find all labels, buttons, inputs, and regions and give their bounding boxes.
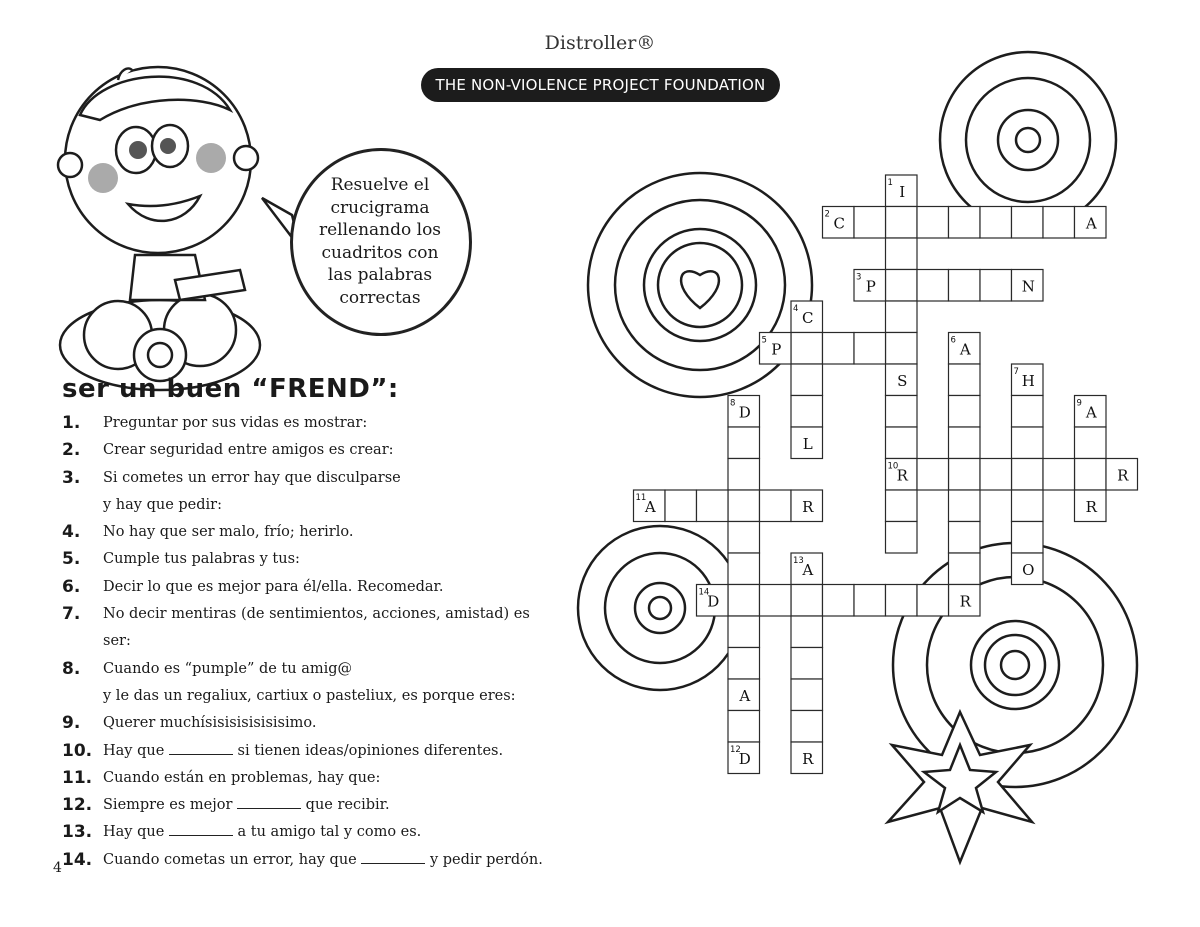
- clue-text: si tienen ideas/opiniones diferentes.: [232, 742, 504, 759]
- cell-letter: D: [707, 592, 720, 611]
- crossword-cell[interactable]: [1012, 522, 1044, 554]
- cell-letter: C: [802, 308, 814, 327]
- clue-text: No decir mentiras (de sentimientos, acciones, amistad) es ser:: [103, 606, 530, 650]
- clue-item: [62, 738, 562, 765]
- clue-text: Crear seguridad entre amigos es crear:: [103, 442, 394, 459]
- clue-item: [62, 519, 562, 546]
- crossword-cell[interactable]: [917, 270, 949, 302]
- crossword-cell[interactable]: [791, 333, 823, 365]
- bubble-line: las palabras: [327, 265, 433, 285]
- crossword-cell[interactable]: [791, 364, 823, 396]
- clue-text: y hay que pedir:: [103, 496, 222, 513]
- cell-letter: R: [896, 466, 908, 485]
- cell-number: 14: [698, 587, 710, 598]
- cell-letter: A: [959, 340, 971, 359]
- crossword-cell[interactable]: [949, 553, 981, 585]
- clue-number: 12.: [62, 795, 93, 816]
- clue-number: 6.: [62, 576, 81, 597]
- crossword-cell[interactable]: [1043, 207, 1075, 239]
- clue-item: [62, 437, 562, 464]
- cell-letter: N: [1021, 277, 1035, 296]
- clue-number: 5.: [62, 549, 81, 570]
- crossword-cell[interactable]: [728, 553, 760, 585]
- clue-number: 14.: [62, 849, 93, 870]
- clue-item: [62, 601, 562, 656]
- clue-text: Cuando cometas un error, hay que: [103, 851, 357, 868]
- bubble-line: cuadritos con: [321, 242, 439, 263]
- clues-heading: ser un buen “FREND”:: [62, 374, 399, 404]
- cell-letter: I: [899, 182, 906, 201]
- cell-letter: D: [738, 403, 751, 422]
- cell-letter: P: [865, 277, 876, 296]
- cell-letter: R: [959, 592, 971, 611]
- foundation-banner: THE NON-VIOLENCE PROJECT FOUNDATION: [421, 68, 780, 102]
- bubble-line: crucigrama: [330, 197, 430, 218]
- clue-item: [62, 819, 562, 846]
- crossword-cell[interactable]: [791, 396, 823, 428]
- clue-number: 3.: [62, 467, 81, 488]
- clue-text: Cuando es “pumple” de tu amig@: [103, 660, 353, 677]
- clue-number: 1.: [62, 413, 81, 433]
- crossword-cell[interactable]: [980, 459, 1012, 491]
- answer-blank[interactable]: [169, 821, 233, 836]
- crossword-cell[interactable]: [854, 207, 886, 239]
- clue-item: [62, 765, 562, 792]
- clue-text: que recibir.: [301, 797, 390, 814]
- cell-number: 6: [950, 335, 956, 346]
- crossword-cell[interactable]: [1012, 490, 1044, 522]
- top-right-flower-illustration: [940, 52, 1116, 228]
- clue-text: y pedir perdón.: [425, 851, 543, 868]
- brand-logo: Distroller®: [544, 32, 656, 54]
- crossword-cell[interactable]: [760, 585, 792, 617]
- clue-item: [62, 465, 562, 520]
- cell-letter: D: [738, 749, 751, 768]
- crossword-cell[interactable]: [728, 490, 760, 522]
- cell-letter: P: [771, 340, 782, 359]
- cell-letter: A: [644, 497, 656, 516]
- crossword-cell[interactable]: [728, 648, 760, 680]
- cell-letter: A: [802, 560, 814, 579]
- crossword-cell[interactable]: [728, 711, 760, 743]
- crossword-cell[interactable]: [917, 459, 949, 491]
- clue-number: 13.: [62, 822, 93, 843]
- crossword-cell[interactable]: [949, 396, 981, 428]
- crossword-cell[interactable]: [1043, 459, 1075, 491]
- speech-bubble-text: [295, 174, 465, 309]
- crossword-cell[interactable]: [1012, 459, 1044, 491]
- crossword-cell[interactable]: [791, 616, 823, 648]
- clue-item: [62, 847, 562, 874]
- crossword-cell[interactable]: [917, 207, 949, 239]
- kid-illustration: [58, 67, 260, 390]
- clue-text: Cumple tus palabras y tus:: [103, 551, 300, 568]
- crossword-cell[interactable]: [1012, 427, 1044, 459]
- cell-letter: R: [802, 749, 814, 768]
- crossword-cell[interactable]: [1012, 207, 1044, 239]
- crossword-cell[interactable]: [1075, 427, 1107, 459]
- clue-number: 7.: [62, 604, 81, 625]
- clue-number: 8.: [62, 658, 81, 679]
- crossword-cell[interactable]: [728, 427, 760, 459]
- crossword-cell[interactable]: [728, 616, 760, 648]
- clue-item: [62, 792, 562, 819]
- crossword-cell[interactable]: [886, 333, 918, 365]
- crossword-cell[interactable]: [917, 585, 949, 617]
- crossword-cell[interactable]: [791, 648, 823, 680]
- cell-number: 7: [1013, 367, 1019, 377]
- crossword-cell[interactable]: [728, 522, 760, 554]
- cell-letter: S: [897, 371, 908, 390]
- crossword-cell[interactable]: [949, 522, 981, 554]
- clue-text: Siempre es mejor: [103, 797, 233, 814]
- crossword-cell[interactable]: [886, 427, 918, 459]
- crossword-cell[interactable]: [886, 585, 918, 617]
- crossword-cell[interactable]: [791, 679, 823, 711]
- crossword-cell[interactable]: [665, 490, 697, 522]
- cell-letter: O: [1022, 560, 1035, 579]
- crossword-cell[interactable]: [980, 207, 1012, 239]
- cell-number: 10: [887, 461, 899, 472]
- crossword-cell[interactable]: [760, 490, 792, 522]
- crossword-cell[interactable]: [791, 711, 823, 743]
- crossword-cell[interactable]: [823, 333, 855, 365]
- crossword-cell[interactable]: [949, 490, 981, 522]
- answer-blank[interactable]: [169, 740, 233, 755]
- clue-item: [62, 574, 562, 601]
- crossword-cell[interactable]: [949, 364, 981, 396]
- answer-blank[interactable]: [361, 849, 425, 864]
- crossword-cell[interactable]: [886, 396, 918, 428]
- bubble-line: Resuelve el: [330, 175, 430, 195]
- cell-letter: A: [739, 686, 751, 705]
- crossword-cell[interactable]: [728, 585, 760, 617]
- cell-letter: R: [1085, 497, 1097, 516]
- crossword-cell[interactable]: [886, 270, 918, 302]
- clue-number: 9.: [62, 713, 81, 734]
- crossword-cell[interactable]: [886, 207, 918, 239]
- clue-text: Si cometes un error hay que disculparse: [103, 469, 401, 486]
- cell-number: 3: [856, 272, 862, 283]
- crossword-cell[interactable]: [854, 333, 886, 365]
- crossword-cell[interactable]: [886, 490, 918, 522]
- clue-item: [62, 410, 562, 437]
- clue-text: Preguntar por sus vidas es mostrar:: [103, 415, 368, 431]
- crossword-cell[interactable]: [823, 585, 855, 617]
- cell-letter: A: [1085, 214, 1097, 233]
- crossword-cell[interactable]: [886, 522, 918, 554]
- crossword-cell[interactable]: [886, 238, 918, 270]
- cell-number: 8: [730, 398, 736, 409]
- crossword-cell[interactable]: [791, 585, 823, 617]
- clue-text: Hay que: [103, 824, 165, 841]
- clue-text: y le das un regaliux, cartiux o pasteliux, es porque eres:: [103, 687, 516, 704]
- crossword-cell[interactable]: [949, 270, 981, 302]
- clue-text: Decir lo que es mejor para él/ella. Recomedar.: [103, 578, 444, 595]
- cell-number: 2: [824, 209, 830, 220]
- clue-text: No hay que ser malo, frío; herirlo.: [103, 524, 354, 541]
- clue-item: [62, 710, 562, 737]
- cell-letter: A: [1085, 403, 1097, 422]
- crossword-cell[interactable]: [949, 427, 981, 459]
- clue-item: [62, 546, 562, 573]
- clue-number: 10.: [62, 740, 93, 761]
- clue-number: 4.: [62, 522, 81, 543]
- cell-number: 9: [1076, 398, 1082, 409]
- clue-item: [62, 656, 562, 711]
- crossword-cell[interactable]: [949, 459, 981, 491]
- cell-number: 12: [730, 745, 741, 755]
- bubble-line: correctas: [339, 287, 421, 308]
- cell-number: 5: [761, 335, 767, 346]
- cell-letter: H: [1021, 371, 1035, 390]
- crossword-cell[interactable]: [728, 459, 760, 491]
- crossword-cell[interactable]: [854, 585, 886, 617]
- clue-text: Cuando están en problemas, hay que:: [103, 769, 381, 786]
- cell-number: 13: [793, 556, 804, 566]
- answer-blank[interactable]: [237, 794, 301, 809]
- bubble-line: rellenando los: [318, 220, 442, 240]
- crossword-cell[interactable]: [980, 270, 1012, 302]
- clue-text: Querer muchísisisisisisisimo.: [103, 715, 317, 732]
- clue-number: 11.: [62, 767, 93, 788]
- clue-number: 2.: [62, 440, 81, 461]
- cell-number: 4: [793, 304, 799, 314]
- clue-list: [62, 410, 562, 874]
- cell-letter: C: [833, 214, 845, 233]
- clue-text: Hay que: [103, 742, 165, 759]
- crossword-cell[interactable]: [697, 490, 729, 522]
- page-number: 4: [53, 860, 62, 876]
- cell-letter: L: [802, 434, 813, 453]
- clue-text: a tu amigo tal y como es.: [232, 824, 422, 841]
- crossword-cell[interactable]: [1075, 459, 1107, 491]
- crossword-cell[interactable]: [886, 301, 918, 333]
- cell-number: 1: [887, 178, 893, 188]
- crossword-cell[interactable]: [949, 207, 981, 239]
- crossword-cell[interactable]: [1012, 396, 1044, 428]
- cell-number: 11: [635, 493, 647, 503]
- cell-letter: R: [1117, 466, 1129, 485]
- cell-letter: R: [802, 497, 814, 516]
